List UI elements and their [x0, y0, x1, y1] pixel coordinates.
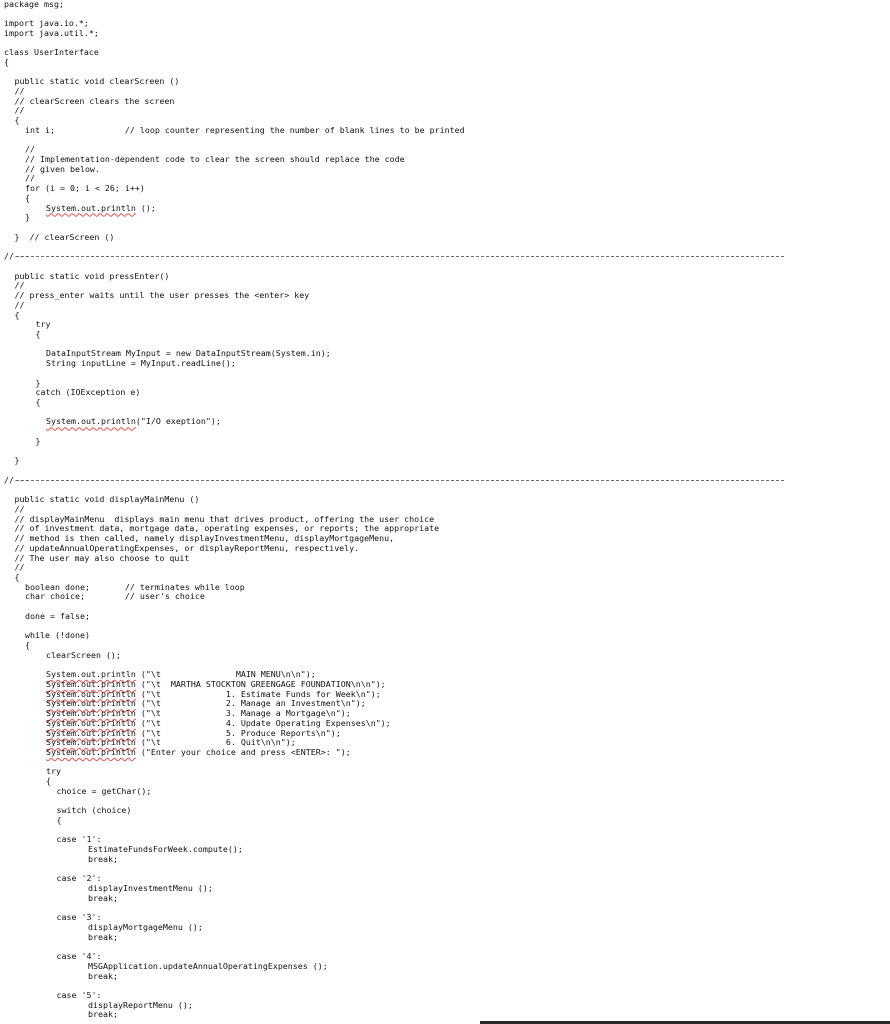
code-line: // The user may also choose to quit: [14, 552, 190, 563]
code-line: // method is then called, namely displayInvestmentMenu, displayMortgageMenu,: [14, 533, 395, 544]
code-line: // of investment data, mortgage data, operating expenses, or reports; the appropriate: [14, 523, 440, 534]
separator-rule: [16, 480, 784, 481]
code-line: catch (IOException e): [35, 387, 141, 398]
code-line: System.out.println ("\t 2. Manage an Investment\n");: [46, 698, 366, 709]
code-line: package msg;: [4, 0, 64, 9]
code-line: switch (choice): [56, 805, 132, 816]
code-line: break;: [88, 1009, 118, 1020]
code-line: //: [25, 144, 35, 155]
code-line: System.out.println ("\t MAIN MENU\n\n");: [46, 669, 316, 680]
code-line: case '4':: [56, 951, 102, 962]
code-line: //: [14, 562, 25, 573]
code-line: case '1':: [56, 834, 102, 845]
code-line: break;: [88, 892, 118, 903]
code-line: }: [35, 435, 41, 446]
code-line: {: [14, 309, 20, 320]
code-line: EstimateFundsForWeek.compute();: [88, 844, 243, 855]
code-line: int i; // loop counter representing the number of blank lines to be printed: [25, 124, 465, 135]
code-line: displayInvestmentMenu ();: [88, 883, 213, 894]
code-line: // given below.: [25, 163, 100, 174]
code-line: //: [14, 105, 25, 116]
code-line: {: [14, 115, 20, 126]
code-line: {: [14, 571, 20, 582]
code-line: System.out.println ("\t 1. Estimate Funds for Week\n");: [46, 688, 381, 699]
code-line: String inputLine = MyInput.readLine();: [46, 358, 236, 369]
spellcheck-flagged-word: System.out.println: [46, 698, 136, 709]
code-line: System.out.println ();: [46, 202, 156, 213]
code-line: {: [35, 328, 41, 339]
code-line: // displayMainMenu displays main menu that drives product, offering the user choice: [14, 513, 435, 524]
spellcheck-flagged-word: System.out.println: [46, 746, 136, 757]
spellcheck-flagged-word: System.out.println: [46, 727, 136, 738]
code-line: case '2':: [56, 873, 102, 884]
code-line: //: [14, 280, 25, 291]
code-line: import java.util.*;: [4, 27, 99, 38]
code-line: displayMortgageMenu ();: [88, 921, 203, 932]
code-line: }: [25, 212, 30, 223]
code-line: }: [35, 377, 41, 388]
code-line: }: [14, 455, 20, 466]
code-line: boolean done; // terminates while loop: [25, 581, 245, 592]
code-line: // clearScreen clears the screen: [14, 95, 175, 106]
spellcheck-flagged-word: System.out.println: [46, 708, 136, 719]
code-line: char choice; // user's choice: [25, 591, 205, 602]
code-line: // Implementation-dependent code to clear the screen should replace the code: [25, 154, 405, 165]
code-line: displayReportMenu ();: [88, 999, 193, 1010]
code-line: done = false;: [25, 610, 90, 621]
code-line: case '3':: [56, 912, 102, 923]
code-line: {: [25, 640, 30, 651]
code-line: {: [56, 814, 62, 825]
code-line: class UserInterface: [4, 47, 99, 58]
spellcheck-flagged-word: System.out.println: [46, 717, 136, 728]
code-line: //: [14, 85, 25, 96]
code-line: System.out.println ("Enter your choice and press <ENTER>: ");: [46, 746, 351, 757]
code-line: import java.io.*;: [4, 17, 89, 28]
code-line: System.out.println ("\t 4. Update Operating Expenses\n");: [46, 717, 391, 728]
code-line: for (i = 0; i < 26; i++): [25, 183, 145, 194]
code-line: System.out.println ("\t 3. Manage a Mortgage\n");: [46, 708, 351, 719]
spellcheck-flagged-word: System.out.println: [46, 416, 136, 427]
code-line: {: [4, 56, 9, 67]
separator-rule: [16, 256, 784, 257]
code-line: try: [46, 766, 61, 777]
code-line: // press_enter waits until the user presses the <enter> key: [14, 290, 310, 301]
code-line: MSGApplication.updateAnnualOperatingExpenses ();: [88, 960, 328, 971]
code-line: break;: [88, 931, 118, 942]
code-line: } // clearScreen (): [14, 231, 115, 242]
code-line: System.out.println ("\t 6. Quit\n\n");: [46, 737, 296, 748]
separator-comment: //---: [4, 474, 29, 485]
code-line: public static void displayMainMenu (): [14, 494, 200, 505]
code-line: {: [35, 397, 41, 408]
spellcheck-flagged-word: System.out.println: [46, 669, 136, 680]
spellcheck-flagged-word: System.out.println: [46, 688, 136, 699]
code-line: // updateAnnualOperatingExpenses, or displayReportMenu, respectively.: [14, 542, 360, 553]
code-line: choice = getChar();: [56, 785, 152, 796]
code-line: //: [14, 299, 25, 310]
code-line: while (!done): [25, 630, 90, 641]
spellcheck-flagged-word: System.out.println: [46, 678, 136, 689]
code-line: break;: [88, 970, 118, 981]
code-line: //: [25, 173, 35, 184]
code-line: System.out.println ("\t MARTHA STOCKTON GREENGAGE FOUNDATION\n\n");: [46, 678, 386, 689]
code-line: clearScreen ();: [46, 649, 121, 660]
separator-comment: //---: [4, 251, 29, 262]
code-line: {: [46, 776, 51, 787]
code-line: //: [14, 503, 25, 514]
code-line: break;: [88, 853, 118, 864]
code-line: System.out.println("I/O exeption");: [46, 416, 221, 427]
code-line: {: [25, 192, 30, 203]
code-line: try: [35, 319, 51, 330]
spellcheck-flagged-word: System.out.println: [46, 737, 136, 748]
code-line: DataInputStream MyInput = new DataInputStream(System.in);: [46, 348, 331, 359]
code-line: case '5':: [56, 989, 102, 1000]
code-line: public static void pressEnter(): [14, 270, 170, 281]
code-line: System.out.println ("\t 5. Produce Reports\n");: [46, 727, 341, 738]
spellcheck-flagged-word: System.out.println: [46, 202, 136, 213]
code-line: public static void clearScreen (): [14, 76, 180, 87]
